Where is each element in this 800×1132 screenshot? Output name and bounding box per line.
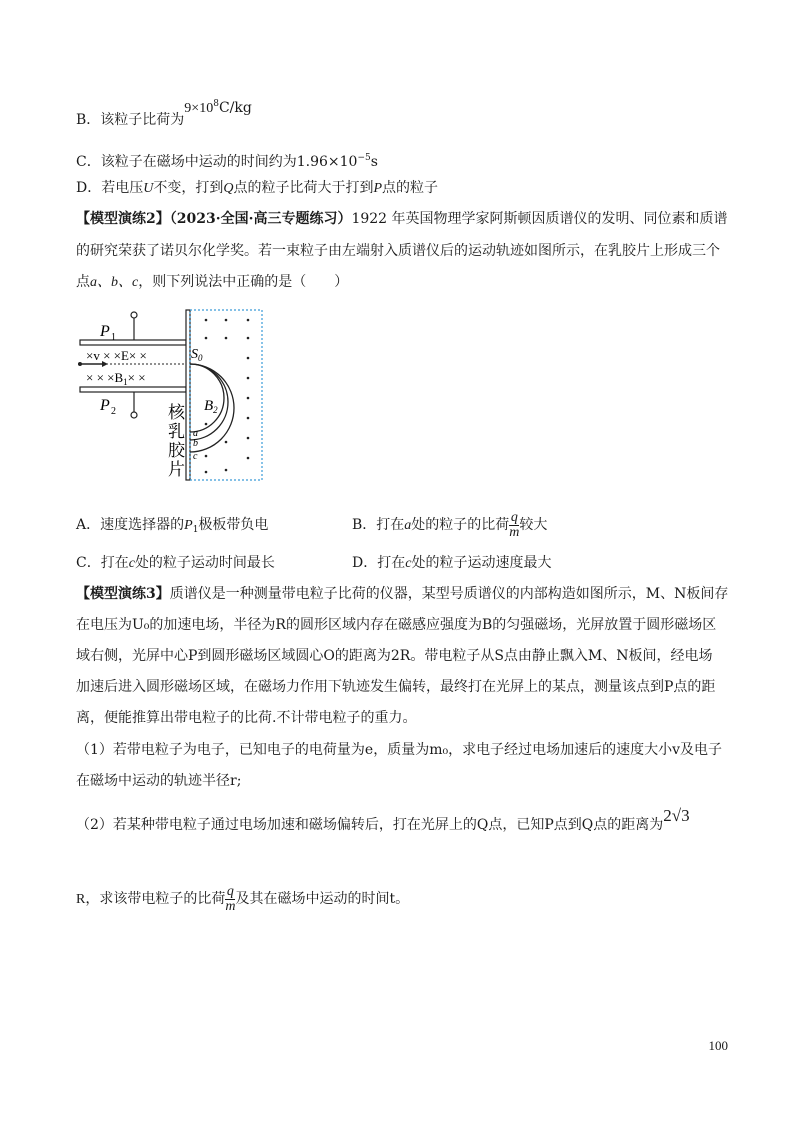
q2-option-b-fraction: $\frac{q}{m}$: [509, 509, 520, 540]
q2-option-a: [76, 515, 268, 540]
q1-option-b-exp: 8: [213, 99, 219, 109]
q3-line-3: 域右侧，光屏中心P到圆形磁场区域圆心O的距离为2R。带电粒子从S点由静止飘入M、N板间，经电场: [76, 648, 713, 664]
magnetic-field-region: [190, 310, 262, 480]
q1-option-c-exp: −5: [357, 153, 371, 163]
label-p2-sub: 2: [111, 406, 116, 417]
q2-option-a-text: A．速度选择器的: [76, 517, 185, 533]
p2-terminal-node: [131, 412, 137, 418]
q1-option-d-part4: 点的粒子: [382, 180, 439, 196]
q2-option-b-text3: 较大: [519, 517, 548, 533]
emulsion-plate: [186, 310, 190, 480]
q1-option-b: [76, 99, 252, 131]
q3-tag: 【模型演练3】: [76, 586, 170, 602]
q1-option-d-var-u: U: [143, 181, 154, 196]
q1-option-d-var-q: Q: [223, 181, 234, 196]
q1-option-b-unit: C/kg: [218, 100, 252, 116]
q3-sub1-line-2: 在磁场中运动的轨迹半径r;: [76, 773, 242, 789]
q2-option-b-text2: 处的粒子的比荷: [411, 517, 510, 533]
film-label-3: 胶: [168, 441, 185, 460]
film-label-2: 乳: [168, 422, 185, 441]
label-s0: $S_0$: [191, 347, 203, 363]
q2-option-a-text2: 极板带负电: [198, 517, 269, 533]
q1-option-d-part3: 点的粒子比荷大于打到: [233, 180, 374, 196]
q2-text-3b: ，则下列说法中正确的是（ ）: [138, 274, 349, 290]
q3-sub2-text2: R，求该带电粒子的比荷: [76, 892, 226, 907]
q2-tag: 【模型演练2】（2023·全国·高三专题练习）: [76, 211, 352, 227]
film-label-1: 核: [168, 403, 185, 422]
q2-option-c-text2: 处的粒子运动时间最长: [134, 555, 275, 571]
q2-option-c-var: c: [128, 556, 135, 571]
q2-option-d-text: D．打在: [352, 555, 406, 571]
q3-sub1-line-1: （1）若带电粒子为电子，已知电子的电荷量为e，质量为m₀，求电子经过电场加速后的速度大小v及电子: [76, 742, 722, 758]
mass-spectrometer-diagram: [76, 306, 276, 484]
q3-line-2: 在电压为U₀的加速电场，半径为R的圆形区域内存在磁感应强度为B的匀强磁场，光屏放置于圆形磁场区: [76, 617, 717, 633]
q2-option-b-var: a: [404, 518, 412, 533]
label-b: b: [193, 438, 198, 449]
q2-line-3: [76, 272, 348, 293]
beam-source: [78, 362, 82, 366]
q2-option-d-var: c: [405, 556, 412, 571]
label-p1: P: [100, 323, 110, 340]
q3-sub2-text3: 及其在磁场中运动的时间t。: [235, 891, 410, 907]
q2-line-1: [76, 209, 728, 229]
q2-text-1: 1922 年英国物理学家阿斯顿因质谱仪的发明、同位素和质谱: [351, 211, 728, 227]
label-c: c: [193, 451, 198, 462]
film-label-4: 片: [168, 460, 185, 479]
q1-option-d-part2: 不变，打到: [153, 180, 224, 196]
q2-line-2: 的研究荣获了诺贝尔化学奖。若一束粒子由左端射入质谱仪后的运动轨迹如图所示，在乳胶片上形成三个: [76, 243, 720, 259]
label-a: a: [193, 428, 198, 439]
q3-sub2-text: （2）若某种带电粒子通过电场加速和磁场偏转后，打在光屏上的Q点，已知P点到Q点的距离为: [76, 817, 664, 833]
q3-text-1: 质谱仪是一种测量带电粒子比荷的仪器，某型号质谱仪的内部构造如图所示，M、N板间存: [169, 586, 729, 602]
q1-option-d: [76, 178, 438, 199]
q1-option-d-var-p: P: [373, 181, 383, 196]
q3-line-1: [76, 584, 728, 604]
q3-sub2-value: 2√3: [663, 806, 690, 825]
q2-vars: a、b、c: [90, 275, 139, 290]
q3-line-4: 加速后进入圆形磁场区域，在磁场力作用下轨迹发生偏转，最终打在光屏上的某点，测量该点到P点的距: [76, 679, 716, 695]
q1-option-c-text: C．该粒子在磁场中运动的时间约为1.96×10: [76, 154, 358, 170]
q2-option-c-text: C．打在: [76, 555, 129, 571]
q2-text-3a: 点: [76, 274, 90, 290]
q2-option-c: [76, 553, 275, 574]
q1-option-b-value: 9×10: [184, 101, 214, 116]
p1-terminal-node: [131, 312, 137, 318]
selector-row-top: ×v × ×E× ×: [86, 348, 147, 363]
q2-option-d-text2: 处的粒子运动速度最大: [411, 555, 552, 571]
plate-p2: [80, 387, 186, 392]
selector-row-bottom: × × $\times B_1\times$ ×: [86, 370, 146, 387]
q3-line-5: 离，便能推算出带电粒子的比荷.不计带电粒子的重力。: [76, 710, 417, 726]
q1-option-c: [76, 148, 378, 172]
label-p2: P: [100, 397, 110, 414]
label-b2: $B_2$: [204, 398, 218, 415]
q1-option-d-part1: D．若电压: [76, 180, 144, 196]
label-p1-sub: 1: [111, 332, 116, 343]
q1-option-c-unit: s: [370, 154, 378, 170]
q3-sub2-line-1: [76, 806, 690, 835]
q2-option-a-sub: 1: [192, 525, 199, 535]
page-number: 100: [708, 1038, 728, 1053]
q2-option-a-var: P: [184, 518, 193, 533]
q1-option-b-text: B．该粒子比荷为: [76, 112, 185, 128]
q2-option-b-text: B．打在: [352, 517, 405, 533]
q3-sub2-line-2: [76, 882, 409, 917]
q3-sub2-fraction: $\frac{q}{m}$: [225, 883, 236, 914]
q2-option-b: [352, 510, 547, 541]
q2-option-d: [352, 553, 551, 574]
plate-p1: [80, 340, 186, 345]
